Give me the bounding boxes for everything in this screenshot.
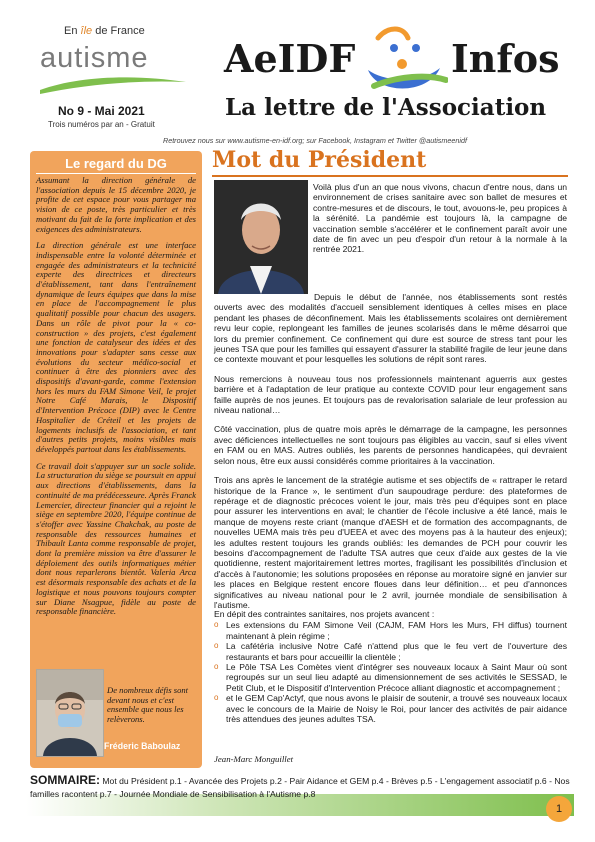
bullet-icon: o [214,662,219,672]
table-of-contents [30,774,570,801]
president-signature: Jean-Marc Monguillet [214,754,294,764]
list-item: o Les extensions du FAM Simone Veil (CAJM, FAM Hors les Murs, FH diffus) tournent maintenant à plein régime ; [214,620,567,641]
logo-ile: île [80,25,93,37]
sidebar-paragraph: Ce travail doit s'appuyer sur un socle solide. La structuration du siège se poursuit en appui aux directions d'établissements, dans la continuité de ma prédécesseure. Après Franck Lemercier, directeur financier qui a rejoint le siège en septembre 2020, l'équipe continue de s'étoffer avec Yassine Chakchak, au poste de responsable des ressources humaines et Thibault Lanta comme responsable de projet, dont la première mission va être d'assurer le déploiement des outils informatiques métier dont nous reparlerons bientôt. Valeria Arca est désormais responsable des achats et de la logistique et nous pouvons toujours compter sur Diane Nsagpue, fidèle au poste de responsable financière. [36,460,196,617]
list-item: o et le GEM Cap'Actyf, que nous avons le plaisir de soutenir, a trouvé ses nouveaux locaux avec le concours de la Mairie de Noisy le Roi, pour lancer des activités de pair aidance très attendues des jeunes adultes TSA. [214,693,567,725]
president-paragraph: Nous remercions à nouveau tous nos professionnels maintenant aguerris aux gestes barrière et à l'adaptation de leur pratique au contexte COVID pour leur engagement sans faille auprès de nos jeunes. Et toujours pas de revalorisation salariale de leur profession au niveau national… [214,373,567,416]
smiley-logo-icon [358,20,448,98]
bullet-icon: o [214,693,219,703]
bullet-icon: o [214,641,219,651]
issue-frequency: Trois numéros par an - Gratuit [48,120,155,129]
logo-word: autisme [40,42,149,74]
projects-list-intro: En dépit des contraintes sanitaires, nos projets avancent : [214,609,435,619]
list-item: o Le Pôle TSA Les Comètes vient d'intégrer ses nouveaux locaux à Saint Maur où sont regroupés sur un seul lieu adapté au dimensionnement de ses activités le SESSAD, le Petit Club, et le Dispositif d'Intervention Précoce alliant diagnostic et accompagnement ; [214,662,567,693]
sidebar-closing: De nombreux défis sont devant nous et c'est ensemble que nous les relèverons. [107,685,189,725]
sidebar-text [36,176,196,624]
president-paragraph: Trois ans après le lancement de la stratégie autisme et ses objectifs de « rattraper le retard historique de la France », le sentiment d'un saupoudrage perdure: des plateformes de repérage et de diagnostic précoces voient le jour, mais très peu d'équipes sont en place pour assurer les interventions en aval; le chantier de l'école inclusive a été lancé, mais le manque de moyens reste criant (manque d'AESH et de formation des accompagnants, de nouvelles UEMA mais très peu d'UEEA et avec des moyens pas à la hauteur des enjeux); les adultes restent toujours les grands oubliés: les demandes de PCH pour couvrir les besoins d'accompagnement de l'adulte TSA autres que ceux d'aide aux gestes de la vie quotidienne, restent majoritairement lettres mortes, fragilisant les possibilités d'inclusion et d'accès à l'autonomie; les solutions proposées en réponse au moratoire signé en janvier sur les places en Belgique restent encore floues dans leur définition… et peu d'annonces significatives au niveau national pour le 2 avril, journée mondiale de sensibilisation à l'autisme. [214,475,567,610]
issue-number: No 9 - Mai 2021 [58,104,145,118]
section-title: Mot du Président [212,147,427,173]
logo-region-line [64,25,145,37]
dg-portrait-photo [36,669,104,757]
president-paragraph: Depuis le début de l'année, nos établissements sont restés ouverts avec des modalités d'accueil sensiblement identiques à celles mises en place pendant les phases de déconfinement. Mais les établissements scolaires ont dernièrement revu leur copie, replongeant les familles de jeunes scolarisés dans le même désarroi que lors du premier confinement. Ce confinement qui dure est source de stress tant pour les jeunes TSA que pour les familles qui essayent d'assurer la stabilité fragile de leur jeune dans ce contexte mouvant et pour lesquelles les solutions de répit sont rares. [214,292,567,365]
list-item: o La cafétéria inclusive Notre Café n'attend plus que le feu vert de l'ouverture des restaurants et bars pour accueillir la clientèle ; [214,641,567,662]
page-number: 1 [546,796,572,822]
president-paragraph: Côté vaccination, plus de quatre mois après le démarrage de la campagne, les personnes avec déficiences intellectuelles ne sont toujours pas éligibles au vaccin, sauf si elles vivent en FAM ou en MAS. Autres oubliés, les parents de personnes handicapées, qui devraient selon nous, être eux aussi considérés comme prioritaires à la vaccination. [214,424,567,466]
toc-label: SOMMAIRE: [30,773,100,787]
section-title-underline [212,175,568,177]
president-intro: Voilà plus d'un an que nous vivons, chacun d'entre nous, dans un environnement de crises sanitaire avec son ballet de mesures et contre-mesures et de discours, le tout, avouons-le, peu propices à la sérénité. La pandémie est toujours là, la campagne de vaccination semble s'accélérer et le confinement paraît avoir une date de fin avec un peu d'espoir d'un retour à la normale à la rentrée 2021. [313,182,567,255]
sidebar-paragraph: La direction générale est une interface indispensable entre la volonté déterminée et engagée des administrateurs et la technicité experte des directrices et directeurs d'établissement, tant dans l'entraînement dynamique de leurs équipes que dans la mise en place de l'accompagnement le plus qualitatif possible pour chacun des usagers. Dans un rôle de pivot pour la « co-construction » des projets, c'est également une fonction de catalyseur des idées et des innovations pour s'adapter sans cesse aux évolutions du secteur médico-social et continuer à être des pionniers avec des dispositifs d'avant-garde, comme l'extension hors les murs du FAM Simone Veil, le projet Notre Café Marais, le Dispositif d'Intervention Précoce (DIP) avec le Centre Hospitalier de Créteil et les projets de logements inclusifs de l'association, et tant d'autres petits projets, moins visibles mais développés partout dans les établissements. [36,240,196,454]
sidebar-paragraph: Assumant la direction générale de l'association depuis le 15 décembre 2020, je profite de cet espace pour vous partager ma vision de ce poste, très particulier et très motivant du fait de la forte implication et des exigences des administrateurs. [36,175,196,234]
sidebar-title: Le regard du DG [65,156,167,171]
logo-swoosh-icon [38,72,188,98]
president-portrait-photo [214,180,308,294]
social-links[interactable]: Retrouvez nous sur www.autisme-en-idf.org; sur Facebook, Instagram et Twitter @autismeenidf [163,136,467,145]
masthead-subtitle: La lettre de l'Association [225,94,547,121]
sidebar-signature: Fréderic Baboulaz [104,741,181,751]
masthead-title-left: AeIDF [224,36,356,81]
masthead-title-right: Infos [451,36,560,81]
logo-prefix: En [64,25,78,37]
president-body [214,292,567,619]
logo-suffix: de France [95,25,145,37]
sidebar-divider [36,173,196,174]
bullet-icon: o [214,620,219,630]
projects-list [214,609,567,724]
toc-items: Mot du Président p.1 - Avancée des Projets p.2 - Pair Aidance et GEM p.4 - Brèves p.5 - L'engagement associatif p.6 - Nos familles racontent p.7 - Journée Mondiale de Sensibilisation à l'Autisme p.8 [30,776,570,799]
